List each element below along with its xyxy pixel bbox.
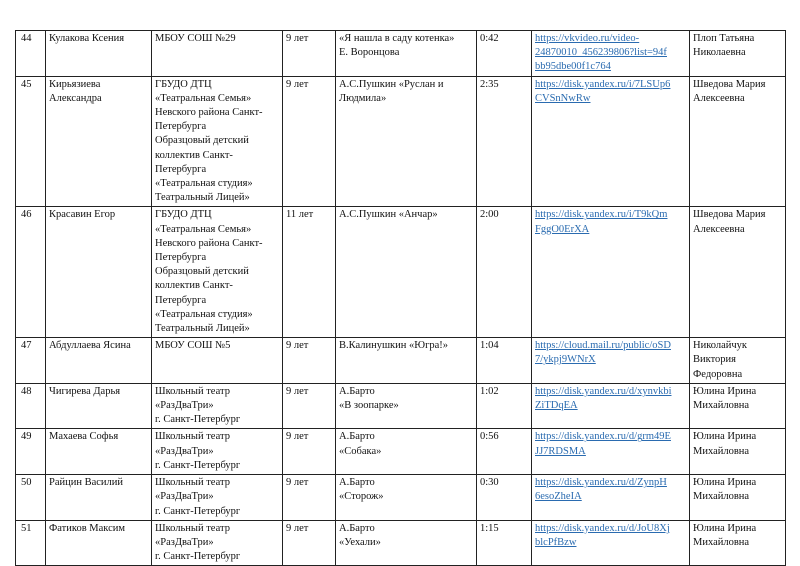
time-line: 1:02 <box>480 385 499 397</box>
table-row <box>16 520 786 566</box>
school-line: ГБУДО ДТЦ <box>155 209 212 221</box>
teacher-line: Николаевна <box>693 47 746 59</box>
name-line: Райцин Василий <box>49 477 124 489</box>
cell-duration <box>477 338 532 384</box>
school-line: коллектив Санкт- <box>155 149 233 161</box>
teacher-line: Юлина Ирина <box>693 385 757 397</box>
name-line: Красавин Егор <box>49 209 116 221</box>
link-line[interactable]: https://disk.yandex.ru/d/JoU8Xj <box>535 522 670 534</box>
school-line: МБОУ СОШ №5 <box>155 340 231 352</box>
teacher-line: Юлина Ирина <box>693 431 757 443</box>
school-line: «Театральная студия» <box>155 178 253 190</box>
school-line: «Театральная Семья» <box>155 223 252 235</box>
link-line[interactable]: https://disk.yandex.ru/d/xynvkbi <box>535 385 672 397</box>
table-row <box>16 207 786 338</box>
teacher-line: Михайловна <box>693 400 750 412</box>
time-line: 0:56 <box>480 431 499 443</box>
school-line: «РазДваТри» <box>155 491 214 503</box>
link-line[interactable]: 24870010_456239806?list=94f <box>535 47 667 59</box>
time-line: 1:15 <box>480 522 499 534</box>
cell-institution <box>152 338 283 384</box>
link-line[interactable]: 6esoZheIA <box>535 491 582 503</box>
cell-number <box>16 76 46 207</box>
name-line: Абдуллаева Ясина <box>49 340 131 352</box>
table-row <box>16 338 786 384</box>
cell-teacher <box>690 520 786 566</box>
cell-age <box>283 31 336 77</box>
cell-institution <box>152 429 283 475</box>
cell-number <box>16 429 46 475</box>
cell-age <box>283 475 336 521</box>
cell-work-title <box>336 31 477 77</box>
work-line: А.Барто <box>339 477 375 489</box>
cell-institution <box>152 76 283 207</box>
num-line: 48 <box>21 385 32 397</box>
teacher-line: Михайловна <box>693 491 750 503</box>
cell-participant-name <box>46 429 152 475</box>
link-line[interactable]: ZiTDqEA <box>535 400 578 412</box>
document-page <box>15 30 785 566</box>
time-line: 0:30 <box>480 477 499 489</box>
school-line: ГБУДО ДТЦ <box>155 78 212 90</box>
time-line: 1:04 <box>480 340 499 352</box>
num-line: 51 <box>21 522 32 534</box>
cell-teacher <box>690 31 786 77</box>
num-line: 45 <box>21 78 32 90</box>
cell-duration <box>477 475 532 521</box>
cell-age <box>283 338 336 384</box>
school-line: Школьный театр <box>155 477 230 489</box>
cell-institution <box>152 520 283 566</box>
school-line: «Театральная студия» <box>155 308 253 320</box>
cell-work-title <box>336 475 477 521</box>
work-line: Людмила» <box>339 92 387 104</box>
cell-age <box>283 383 336 429</box>
teacher-line: Шведова Мария <box>693 209 766 221</box>
teacher-line: Михайловна <box>693 536 750 548</box>
cell-age <box>283 76 336 207</box>
cell-video-link[interactable] <box>532 475 690 521</box>
table-body <box>16 31 786 566</box>
school-line: Петербурга <box>155 163 207 175</box>
work-line: А.Барто <box>339 431 375 443</box>
cell-video-link[interactable] <box>532 76 690 207</box>
num-line: 44 <box>21 33 32 44</box>
school-line: г. Санкт-Петербург <box>155 505 241 517</box>
cell-work-title <box>336 429 477 475</box>
link-line[interactable]: 7/ykpj9WNrX <box>535 354 596 366</box>
name-line: Кулакова Ксения <box>49 33 125 44</box>
table-row <box>16 383 786 429</box>
school-line: Невского района Санкт- <box>155 107 263 119</box>
cell-video-link[interactable] <box>532 520 690 566</box>
cell-number <box>16 383 46 429</box>
participants-table <box>15 30 786 566</box>
age-line: 11 лет <box>286 209 314 221</box>
cell-participant-name <box>46 31 152 77</box>
video-link[interactable] <box>535 32 686 75</box>
name-line: Фатиков Максим <box>49 522 126 534</box>
school-line: Петербурга <box>155 252 207 264</box>
link-line[interactable]: CVSnNwRw <box>535 92 591 104</box>
school-line: г. Санкт-Петербург <box>155 414 241 426</box>
video-link[interactable] <box>535 339 686 367</box>
teacher-line: Юлина Ирина <box>693 522 757 534</box>
cell-number <box>16 31 46 77</box>
school-line: Театральный Лицей» <box>155 323 250 335</box>
school-line: Школьный театр <box>155 385 230 397</box>
school-line: Петербурга <box>155 294 207 306</box>
cell-work-title <box>336 338 477 384</box>
link-line[interactable]: https://cloud.mail.ru/public/oSD <box>535 340 671 352</box>
cell-age <box>283 207 336 338</box>
num-line: 47 <box>21 340 32 352</box>
cell-participant-name <box>46 383 152 429</box>
name-line: Махаева Софья <box>49 431 119 443</box>
link-line[interactable]: https://disk.yandex.ru/d/ZynpH <box>535 477 667 489</box>
cell-teacher <box>690 207 786 338</box>
work-line: Е. Воронцова <box>339 47 400 59</box>
cell-video-link[interactable] <box>532 429 690 475</box>
video-link[interactable] <box>535 522 686 550</box>
cell-duration <box>477 31 532 77</box>
cell-duration <box>477 520 532 566</box>
school-line: Театральный Лицей» <box>155 192 250 204</box>
link-line[interactable]: https://disk.yandex.ru/i/T9kQm <box>535 209 668 221</box>
teacher-line: Алексеевна <box>693 92 745 104</box>
cell-participant-name <box>46 207 152 338</box>
cell-video-link[interactable] <box>532 338 690 384</box>
school-line: МБОУ СОШ №29 <box>155 33 236 44</box>
cell-participant-name <box>46 338 152 384</box>
work-line: В.Калинушкин «Югра!» <box>339 340 449 352</box>
link-line[interactable]: https://disk.yandex.ru/d/grm49E <box>535 431 671 443</box>
cell-teacher <box>690 475 786 521</box>
teacher-line: Николайчук <box>693 340 748 352</box>
age-line: 9 лет <box>286 431 309 443</box>
video-link[interactable] <box>535 476 686 504</box>
school-line: Невского района Санкт- <box>155 237 263 249</box>
table-row <box>16 31 786 77</box>
school-line: «РазДваТри» <box>155 445 214 457</box>
num-line: 46 <box>21 209 32 221</box>
teacher-line: Плоп Татьяна <box>693 33 755 44</box>
school-line: «Театральная Семья» <box>155 92 252 104</box>
teacher-line: Юлина Ирина <box>693 477 757 489</box>
school-line: Школьный театр <box>155 522 230 534</box>
link-line[interactable]: blcPfBzw <box>535 536 577 548</box>
video-link[interactable] <box>535 385 686 413</box>
cell-number <box>16 475 46 521</box>
cell-work-title <box>336 76 477 207</box>
cell-institution <box>152 31 283 77</box>
school-line: Школьный театр <box>155 431 230 443</box>
cell-duration <box>477 429 532 475</box>
age-line: 9 лет <box>286 385 309 397</box>
school-line: г. Санкт-Петербург <box>155 551 241 563</box>
cell-institution <box>152 475 283 521</box>
work-line: А.С.Пушкин «Руслан и <box>339 78 444 90</box>
cell-work-title <box>336 383 477 429</box>
table-row <box>16 76 786 207</box>
link-line[interactable]: bb95dbe00f1c764 <box>535 61 611 73</box>
cell-teacher <box>690 429 786 475</box>
work-line: А.Барто <box>339 522 375 534</box>
cell-institution <box>152 383 283 429</box>
teacher-line: Федоровна <box>693 368 743 380</box>
work-line: «В зоопарке» <box>339 400 399 412</box>
cell-video-link[interactable] <box>532 383 690 429</box>
school-line: Образцовый детский <box>155 135 249 147</box>
age-line: 9 лет <box>286 33 309 44</box>
cell-number <box>16 207 46 338</box>
name-line: Александра <box>49 92 102 104</box>
cell-age <box>283 429 336 475</box>
school-line: коллектив Санкт- <box>155 280 233 292</box>
work-line: «Я нашла в саду котенка» <box>339 33 455 44</box>
school-line: «РазДваТри» <box>155 400 214 412</box>
teacher-line: Алексеевна <box>693 223 745 235</box>
school-line: г. Санкт-Петербург <box>155 459 241 471</box>
table-row <box>16 429 786 475</box>
cell-institution <box>152 207 283 338</box>
cell-work-title <box>336 520 477 566</box>
link-line[interactable]: JJ7RDSMA <box>535 445 586 457</box>
teacher-line: Виктория <box>693 354 736 366</box>
work-line: «Уехали» <box>339 536 381 548</box>
cell-video-link[interactable] <box>532 207 690 338</box>
table-row <box>16 475 786 521</box>
work-line: «Собака» <box>339 445 382 457</box>
time-line: 0:42 <box>480 33 499 44</box>
work-line: А.Барто <box>339 385 375 397</box>
link-line[interactable]: https://disk.yandex.ru/i/7LSUp6 <box>535 78 671 90</box>
cell-number <box>16 520 46 566</box>
age-line: 9 лет <box>286 477 309 489</box>
cell-work-title <box>336 207 477 338</box>
work-line: А.С.Пушкин «Анчар» <box>339 209 438 221</box>
teacher-line: Михайловна <box>693 445 750 457</box>
time-line: 2:35 <box>480 78 499 90</box>
video-link[interactable] <box>535 78 686 106</box>
age-line: 9 лет <box>286 78 309 90</box>
school-line: Образцовый детский <box>155 266 249 278</box>
cell-teacher <box>690 338 786 384</box>
cell-duration <box>477 207 532 338</box>
cell-duration <box>477 76 532 207</box>
time-line: 2:00 <box>480 209 499 221</box>
school-line: Петербурга <box>155 121 207 133</box>
link-line[interactable]: FggO0ErXA <box>535 223 590 235</box>
age-line: 9 лет <box>286 340 309 352</box>
age-line: 9 лет <box>286 522 309 534</box>
cell-age <box>283 520 336 566</box>
cell-participant-name <box>46 475 152 521</box>
cell-video-link[interactable] <box>532 31 690 77</box>
video-link[interactable] <box>535 208 686 236</box>
school-line: «РазДваТри» <box>155 536 214 548</box>
name-line: Чигирева Дарья <box>49 385 121 397</box>
video-link[interactable] <box>535 430 686 458</box>
cell-duration <box>477 383 532 429</box>
cell-teacher <box>690 76 786 207</box>
work-line: «Сторож» <box>339 491 384 503</box>
num-line: 49 <box>21 431 32 443</box>
name-line: Кирьязиева <box>49 78 101 90</box>
cell-participant-name <box>46 76 152 207</box>
link-line[interactable]: https://vkvideo.ru/video- <box>535 33 640 44</box>
teacher-line: Шведова Мария <box>693 78 766 90</box>
cell-participant-name <box>46 520 152 566</box>
cell-teacher <box>690 383 786 429</box>
cell-number <box>16 338 46 384</box>
num-line: 50 <box>21 477 32 489</box>
